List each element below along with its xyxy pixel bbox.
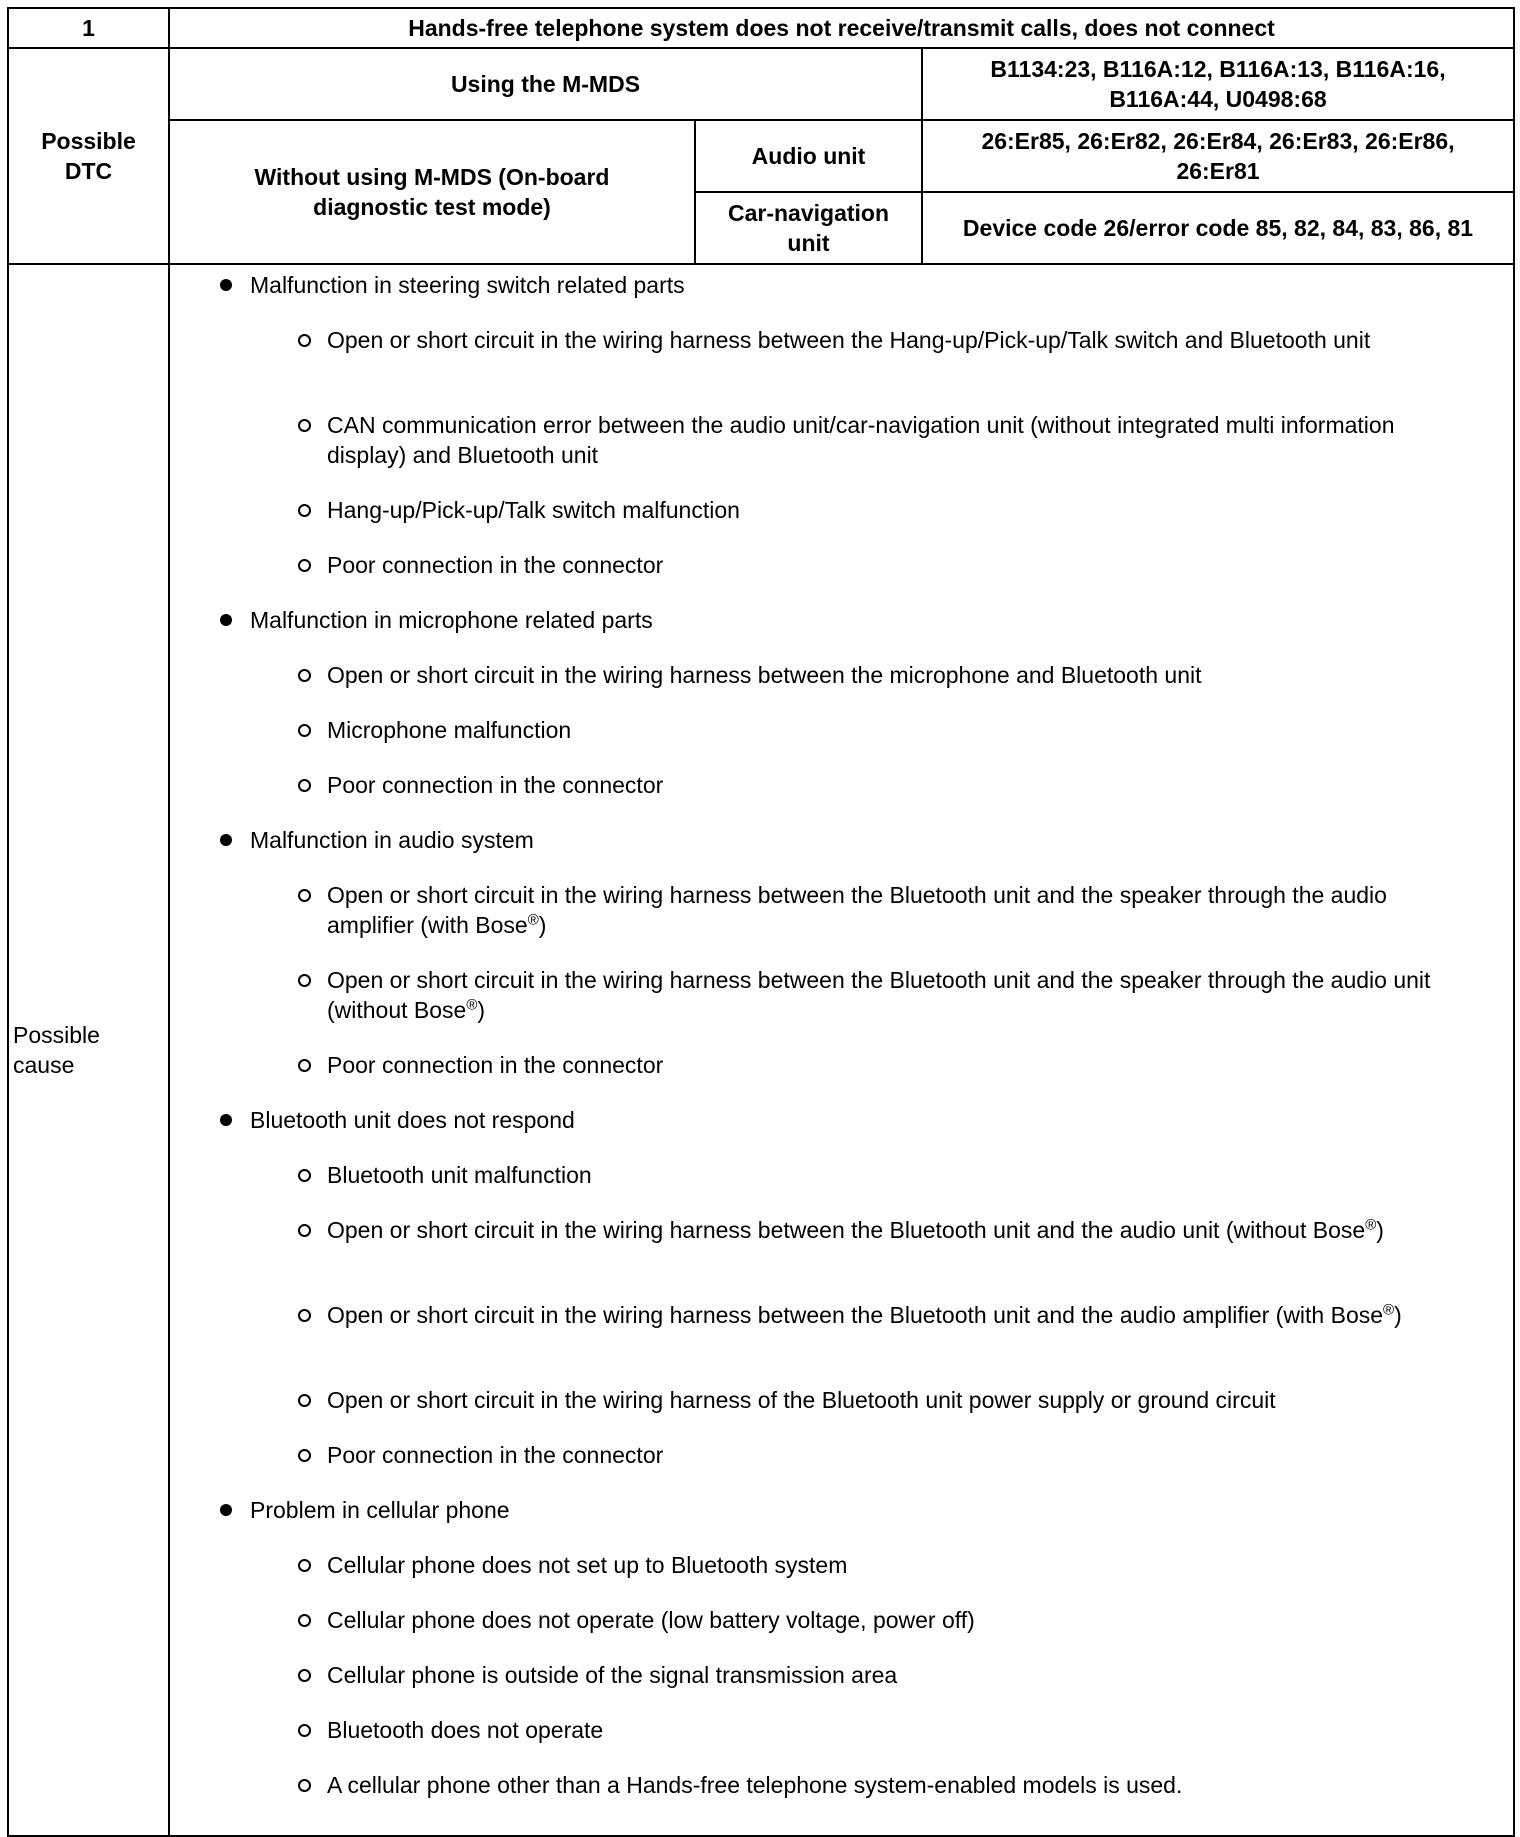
cause-row — [8, 264, 1514, 1836]
cause-group-title: Problem in cellular phone — [250, 1497, 510, 1523]
cause-group — [170, 605, 1513, 660]
cause-item — [170, 715, 1513, 770]
cause-item — [170, 410, 1513, 495]
bullet-circle-icon — [298, 504, 311, 517]
diagnostic-table — [7, 7, 1515, 1837]
using-mmds-codes — [922, 48, 1514, 120]
possible-cause-content — [169, 264, 1514, 1836]
without-mmds-label — [169, 120, 695, 264]
cause-item-text: Microphone malfunction — [327, 717, 572, 743]
cause-list — [170, 265, 1513, 1835]
cause-item-suffix: ) — [1394, 1302, 1402, 1328]
bullet-circle-icon — [298, 1724, 311, 1737]
registered-mark: ® — [1365, 1216, 1377, 1234]
using-mmds-label: Using the M-MDS — [169, 48, 922, 120]
cause-item — [170, 1440, 1513, 1495]
cause-item-suffix: ) — [1376, 1217, 1384, 1243]
car-nav-label-text: Car-navigation unit — [727, 200, 890, 256]
registered-mark: ® — [527, 911, 539, 929]
cause-item-text: Poor connection in the connector — [327, 772, 664, 798]
cause-item — [170, 1715, 1513, 1770]
bullet-circle-icon — [298, 334, 311, 347]
bullet-circle-icon — [298, 1059, 311, 1072]
possible-dtc-label — [8, 48, 169, 264]
cause-item-text: Cellular phone does not operate (low battery voltage, power off) — [327, 1607, 975, 1633]
bullet-dot-icon — [220, 279, 232, 291]
bullet-dot-icon — [220, 1114, 232, 1126]
cause-item — [170, 880, 1513, 965]
cause-item — [170, 1605, 1513, 1660]
cause-item — [170, 660, 1513, 715]
without-mmds-label-text: Without using M-MDS (On-board diagnostic test mode) — [254, 164, 610, 220]
audio-unit-codes — [922, 120, 1514, 192]
car-nav-label — [695, 192, 922, 264]
header-row — [8, 8, 1514, 48]
trouble-number: 1 — [8, 8, 169, 48]
possible-dtc-label-text: Possible DTC — [41, 128, 136, 184]
cause-group-title: Malfunction in steering switch related parts — [250, 272, 685, 298]
cause-group-title: Malfunction in audio system — [250, 827, 534, 853]
cause-item — [170, 965, 1513, 1050]
cause-item-text: Poor connection in the connector — [327, 1052, 664, 1078]
cause-item-text: Hang-up/Pick-up/Talk switch malfunction — [327, 497, 740, 523]
cause-item-text: Open or short circuit in the wiring harness of the Bluetooth unit power supply or ground circuit — [327, 1387, 1276, 1413]
bullet-circle-icon — [298, 724, 311, 737]
bullet-circle-icon — [298, 1394, 311, 1407]
possible-cause-label-text: Possible cause — [13, 1022, 100, 1078]
bullet-dot-icon — [220, 834, 232, 846]
cause-item-text: Open or short circuit in the wiring harness between the Bluetooth unit and the speaker through the audio amplifier (with Bose — [327, 882, 1387, 938]
audio-unit-label: Audio unit — [695, 120, 922, 192]
cause-item — [170, 1385, 1513, 1440]
using-mmds-codes-text: B1134:23, B116A:12, B116A:13, B116A:16, B116A:44, U0498:68 — [990, 56, 1446, 112]
cause-item-text: A cellular phone other than a Hands-free telephone system-enabled models is used. — [327, 1772, 1183, 1798]
bullet-circle-icon — [298, 1309, 311, 1322]
bullet-circle-icon — [298, 1449, 311, 1462]
bullet-circle-icon — [298, 779, 311, 792]
cause-item — [170, 1770, 1513, 1825]
cause-group — [170, 1495, 1513, 1550]
cause-item-suffix: ) — [538, 912, 547, 938]
trouble-title: Hands-free telephone system does not receive/transmit calls, does not connect — [169, 8, 1514, 48]
car-nav-codes: Device code 26/error code 85, 82, 84, 83, 86, 81 — [922, 192, 1514, 264]
bullet-circle-icon — [298, 1169, 311, 1182]
cause-item — [170, 550, 1513, 605]
cause-item — [170, 1050, 1513, 1105]
bullet-dot-icon — [220, 614, 232, 626]
bullet-circle-icon — [298, 1669, 311, 1682]
cause-item-text: Open or short circuit in the wiring harness between the Hang-up/Pick-up/Talk switch and Bluetooth unit — [327, 327, 1371, 353]
bullet-circle-icon — [298, 419, 311, 432]
cause-item — [170, 325, 1513, 410]
cause-item — [170, 495, 1513, 550]
possible-cause-label — [8, 264, 169, 1836]
cause-item-text: Open or short circuit in the wiring harness between the microphone and Bluetooth unit — [327, 662, 1202, 688]
cause-item — [170, 1215, 1513, 1300]
cause-item-text: Open or short circuit in the wiring harness between the Bluetooth unit and the speaker through the audio unit (without Bose — [327, 967, 1431, 1023]
cause-group — [170, 1105, 1513, 1160]
cause-item-text: Cellular phone is outside of the signal transmission area — [327, 1662, 898, 1688]
cause-group-title: Bluetooth unit does not respond — [250, 1107, 575, 1133]
cause-item-text: Open or short circuit in the wiring harness between the Bluetooth unit and the audio amplifier (with Bose — [327, 1302, 1384, 1328]
dtc-row-mmds — [8, 48, 1514, 120]
bullet-circle-icon — [298, 669, 311, 682]
dtc-row-audio — [8, 120, 1514, 192]
cause-item-text: Open or short circuit in the wiring harness between the Bluetooth unit and the audio unit (without Bose — [327, 1217, 1366, 1243]
registered-mark: ® — [466, 996, 478, 1014]
bullet-dot-icon — [220, 1504, 232, 1516]
bullet-circle-icon — [298, 889, 311, 902]
cause-group — [170, 270, 1513, 325]
cause-item-suffix: ) — [477, 997, 486, 1023]
bullet-circle-icon — [298, 1559, 311, 1572]
cause-group-title: Malfunction in microphone related parts — [250, 607, 653, 633]
bullet-circle-icon — [298, 1614, 311, 1627]
cause-item — [170, 1160, 1513, 1215]
cause-item-text: Poor connection in the connector — [327, 1442, 664, 1468]
cause-group — [170, 825, 1513, 880]
registered-mark: ® — [1383, 1301, 1395, 1319]
cause-item-text: Cellular phone does not set up to Bluetooth system — [327, 1552, 848, 1578]
cause-item — [170, 1550, 1513, 1605]
bullet-circle-icon — [298, 559, 311, 572]
cause-item — [170, 1300, 1513, 1385]
cause-item — [170, 1660, 1513, 1715]
bullet-circle-icon — [298, 1779, 311, 1792]
cause-item-text: Bluetooth unit malfunction — [327, 1162, 592, 1188]
cause-item-text: Bluetooth does not operate — [327, 1717, 604, 1743]
cause-item-text: Poor connection in the connector — [327, 552, 664, 578]
audio-unit-codes-text: 26:Er85, 26:Er82, 26:Er84, 26:Er83, 26:Er86, 26:Er81 — [981, 128, 1455, 184]
cause-item — [170, 770, 1513, 825]
bullet-circle-icon — [298, 974, 311, 987]
bullet-circle-icon — [298, 1224, 311, 1237]
cause-item-text: CAN communication error between the audio unit/car-navigation unit (without integrated multi information display) and Bluetooth unit — [327, 412, 1395, 468]
